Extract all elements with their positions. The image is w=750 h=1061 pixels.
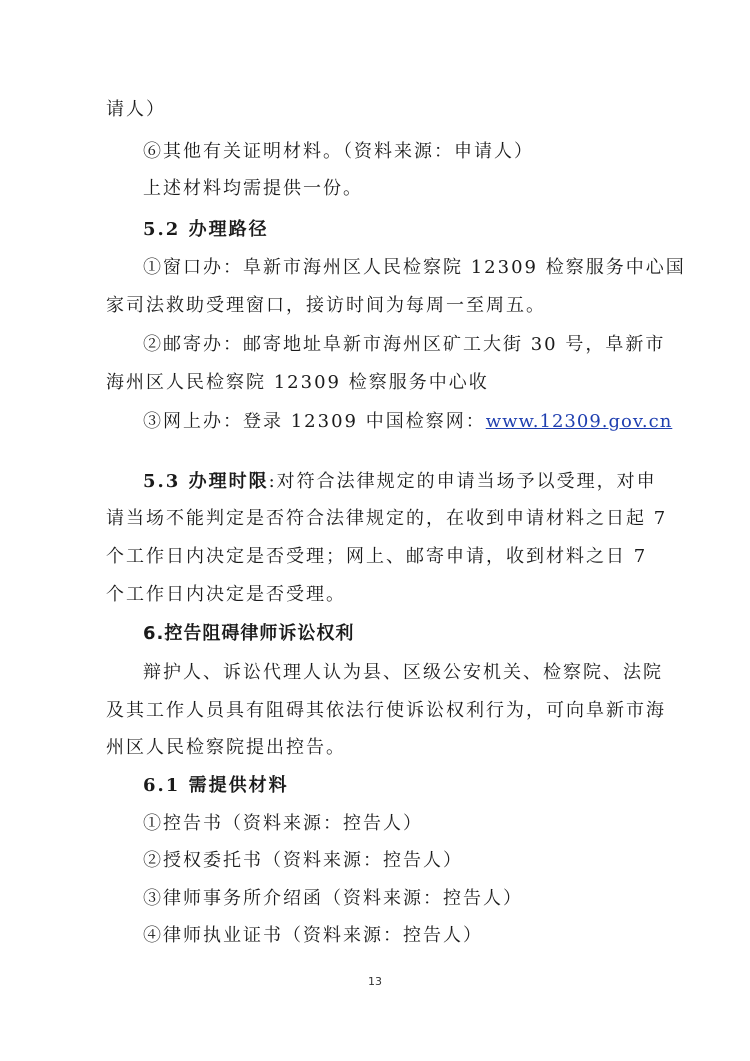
text-line-time-limit [143, 470, 657, 494]
text-line: 海州区人民检察院 12309 检察服务中心收 [106, 372, 489, 393]
text-line-online [143, 410, 672, 434]
text-line: 及其工作人员具有阻碍其依法行使诉讼权利行为，可向阜新市海 [106, 700, 666, 721]
section-heading-5-2: 5.2 办理路径 [143, 219, 269, 240]
online-label: ③网上办：登录 12309 中国检察网： [143, 411, 486, 432]
list-item: ②授权委托书（资料来源：控告人） [143, 850, 463, 871]
text-line: ②邮寄办：邮寄地址阜新市海州区矿工大街 30 号，阜新市 [143, 334, 666, 355]
text-line: 辩护人、诉讼代理人认为县、区级公安机关、检察院、法院 [143, 662, 663, 683]
text-line: 上述材料均需提供一份。 [143, 178, 363, 199]
time-limit-text: :对符合法律规定的申请当场予以受理，对申 [268, 471, 657, 492]
section-heading-5-3: 5.3 办理时限 [143, 471, 269, 492]
list-item: ①控告书（资料来源：控告人） [143, 813, 423, 834]
list-item: ④律师执业证书（资料来源：控告人） [143, 925, 483, 946]
page-number: 13 [368, 975, 382, 988]
text-line: 州区人民检察院提出控告。 [106, 737, 346, 758]
text-line: 请人） [106, 99, 166, 120]
text-line: 家司法救助受理窗口，接访时间为每周一至周五。 [106, 295, 546, 316]
text-line: ⑥其他有关证明材料。（资料来源：申请人） [143, 141, 534, 162]
website-link[interactable]: www.12309.gov.cn [485, 411, 673, 432]
section-heading-6-1: 6.1 需提供材料 [143, 775, 289, 796]
list-item: ③律师事务所介绍函（资料来源：控告人） [143, 888, 523, 909]
text-line: 个工作日内决定是否受理。 [106, 584, 346, 605]
section-heading-6: 6.控告阻碍律师诉讼权利 [143, 623, 355, 644]
text-line: 个工作日内决定是否受理；网上、邮寄申请，收到材料之日 7 [106, 546, 648, 567]
text-line: ①窗口办：阜新市海州区人民检察院 12309 检察服务中心国 [143, 257, 686, 278]
text-line: 请当场不能判定是否符合法律规定的，在收到申请材料之日起 7 [106, 508, 668, 529]
